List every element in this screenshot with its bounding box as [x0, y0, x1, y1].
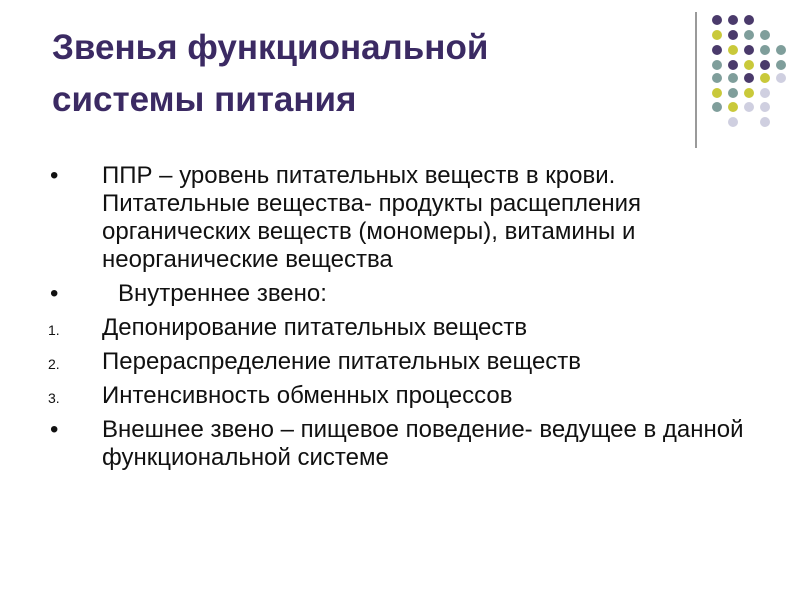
title-line-2: системы питания	[52, 80, 357, 119]
dot	[728, 88, 738, 98]
dot	[712, 45, 722, 55]
content-list	[44, 162, 764, 478]
dot	[712, 30, 722, 40]
dot	[760, 60, 770, 70]
number-marker: 1.	[48, 322, 60, 338]
list-item	[44, 280, 764, 308]
dot	[712, 88, 722, 98]
dot	[728, 102, 738, 112]
bullet-marker: •	[50, 280, 59, 307]
dot	[760, 30, 770, 40]
dot	[712, 73, 722, 83]
dot	[776, 60, 786, 70]
dot	[744, 15, 754, 25]
dot	[728, 73, 738, 83]
list-item	[44, 314, 764, 342]
dot	[728, 15, 738, 25]
dot	[712, 60, 722, 70]
dot	[760, 73, 770, 83]
item-text: Депонирование питательных веществ	[102, 314, 528, 341]
bullet-marker: •	[50, 416, 59, 443]
item-text: ППР – уровень питательных веществ в крови. Питательные вещества- продукты расщепления органических веществ (мономеры), витамины и неорганические вещества	[102, 162, 642, 273]
list-item	[44, 162, 764, 274]
list-item	[44, 416, 764, 472]
dot	[776, 45, 786, 55]
dot	[712, 102, 722, 112]
dot	[760, 88, 770, 98]
item-text: Внутреннее звено:	[118, 280, 327, 307]
dot	[760, 45, 770, 55]
dot	[744, 88, 754, 98]
number-marker: 3.	[48, 390, 60, 406]
item-text: Перераспределение питательных веществ	[102, 348, 582, 375]
dot	[744, 73, 754, 83]
dot	[712, 15, 722, 25]
dot	[744, 60, 754, 70]
bullet-marker: •	[50, 162, 59, 189]
dot	[728, 30, 738, 40]
list-item	[44, 348, 764, 376]
title-line-1: Звенья функциональной	[52, 28, 489, 67]
dot	[760, 102, 770, 112]
dot	[744, 30, 754, 40]
dot	[776, 73, 786, 83]
dot	[760, 117, 770, 127]
slide-title	[52, 22, 672, 126]
dot	[744, 102, 754, 112]
item-text: Интенсивность обменных процессов	[102, 382, 513, 409]
list-item	[44, 382, 764, 410]
dot	[728, 60, 738, 70]
vertical-divider	[695, 12, 697, 148]
dot	[728, 45, 738, 55]
dot	[744, 45, 754, 55]
number-marker: 2.	[48, 356, 60, 372]
dot	[728, 117, 738, 127]
item-text: Внешнее звено – пищевое поведение- ведущее в данной функциональной системе	[102, 416, 744, 471]
